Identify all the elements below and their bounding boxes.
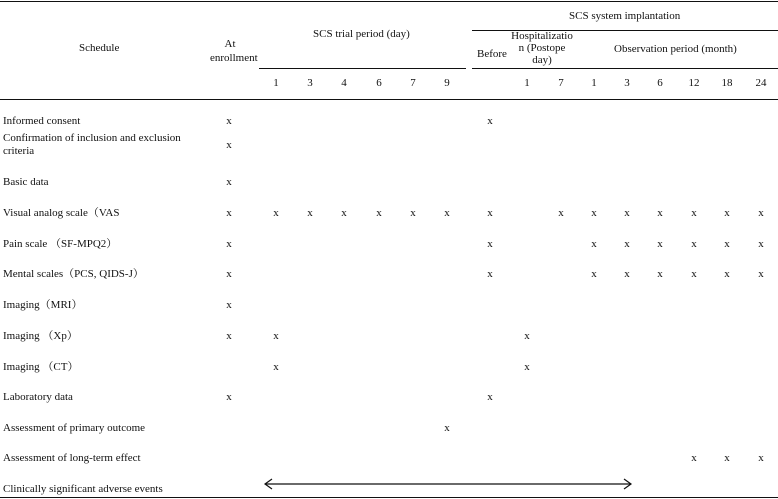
column-header-hosp-day-7: 7 [558,77,564,89]
header-before: Before [477,48,507,60]
schedule-mark: x [226,391,232,403]
schedule-mark: x [226,115,232,127]
schedule-mark: x [487,207,493,219]
schedule-mark: x [524,361,530,373]
column-header-hosp-day-1: 1 [524,77,530,89]
column-header-obs-month-3: 3 [624,77,630,89]
schedule-mark: x [657,207,663,219]
schedule-mark: x [307,207,313,219]
row-label: Imaging（MRI） [3,299,83,311]
schedule-mark: x [226,139,232,151]
schedule-mark: x [691,268,697,280]
schedule-mark: x [657,268,663,280]
header-at-enrollment: At enrollment [210,38,258,64]
header-bottom-rule [0,99,778,100]
implantation-sub-rule [472,68,778,69]
schedule-mark: x [226,330,232,342]
row-label: Informed consent [3,115,81,127]
trial-rule [259,68,466,69]
schedule-mark: x [691,207,697,219]
row-label: Laboratory data [3,391,73,403]
schedule-mark: x [724,207,730,219]
schedule-mark: x [724,268,730,280]
schedule-mark: x [487,268,493,280]
schedule-mark: x [444,207,450,219]
schedule-mark: x [524,330,530,342]
schedule-mark: x [444,422,450,434]
top-rule [0,1,778,2]
column-header-obs-month-6: 6 [657,77,663,89]
schedule-mark: x [273,207,279,219]
schedule-mark: x [376,207,382,219]
row-label: Pain scale （SF-MPQ2） [3,238,118,250]
schedule-mark: x [624,238,630,250]
schedule-mark: x [487,391,493,403]
column-header-trial-day-6: 6 [376,77,382,89]
schedule-mark: x [226,268,232,280]
row-label: Basic data [3,176,49,188]
schedule-mark: x [410,207,416,219]
schedule-mark: x [758,207,764,219]
row-label: Clinically significant adverse events [3,483,163,495]
column-header-trial-day-3: 3 [307,77,313,89]
schedule-mark: x [691,452,697,464]
column-header-obs-month-18: 18 [721,77,733,89]
row-label: Visual analog scale（VAS [3,207,120,219]
row-label: Assessment of primary outcome [3,422,146,434]
schedule-mark: x [226,238,232,250]
bottom-rule [0,497,778,498]
schedule-mark: x [558,207,564,219]
row-label: Assessment of long-term effect [3,452,141,464]
column-header-trial-day-1: 1 [273,77,279,89]
column-header-obs-month-1: 1 [591,77,597,89]
schedule-mark: x [273,361,279,373]
schedule-mark: x [624,268,630,280]
header-implantation: SCS system implantation [569,10,681,22]
schedule-mark: x [691,238,697,250]
schedule-mark: x [226,299,232,311]
schedule-mark: x [657,238,663,250]
header-trial-period: SCS trial period (day) [313,28,410,40]
schedule-mark: x [487,238,493,250]
schedule-mark: x [724,238,730,250]
schedule-mark: x [226,207,232,219]
column-header-obs-month-24: 24 [755,77,767,89]
schedule-mark: x [724,452,730,464]
schedule-mark: x [226,176,232,188]
schedule-mark: x [591,238,597,250]
row-label: Mental scales（PCS, QIDS-J） [3,268,144,280]
header-hospitalization: Hospitalizatio n (Postope day) [511,30,573,66]
schedule-mark: x [758,238,764,250]
row-label: Confirmation of inclusion and exclusion criteria [3,132,181,157]
column-header-trial-day-7: 7 [410,77,416,89]
row-label: Imaging （CT） [3,361,79,373]
schedule-mark: x [591,207,597,219]
schedule-mark: x [487,115,493,127]
schedule-mark: x [758,268,764,280]
schedule-mark: x [758,452,764,464]
column-header-trial-day-4: 4 [341,77,347,89]
header-schedule: Schedule [79,42,120,54]
row-label: Imaging （Xp） [3,330,78,342]
adverse-events-duration-arrow [262,477,634,491]
header-observation: Observation period (month) [614,43,737,55]
schedule-mark: x [341,207,347,219]
schedule-mark: x [591,268,597,280]
schedule-mark: x [273,330,279,342]
column-header-obs-month-12: 12 [688,77,700,89]
column-header-trial-day-9: 9 [444,77,450,89]
schedule-mark: x [624,207,630,219]
